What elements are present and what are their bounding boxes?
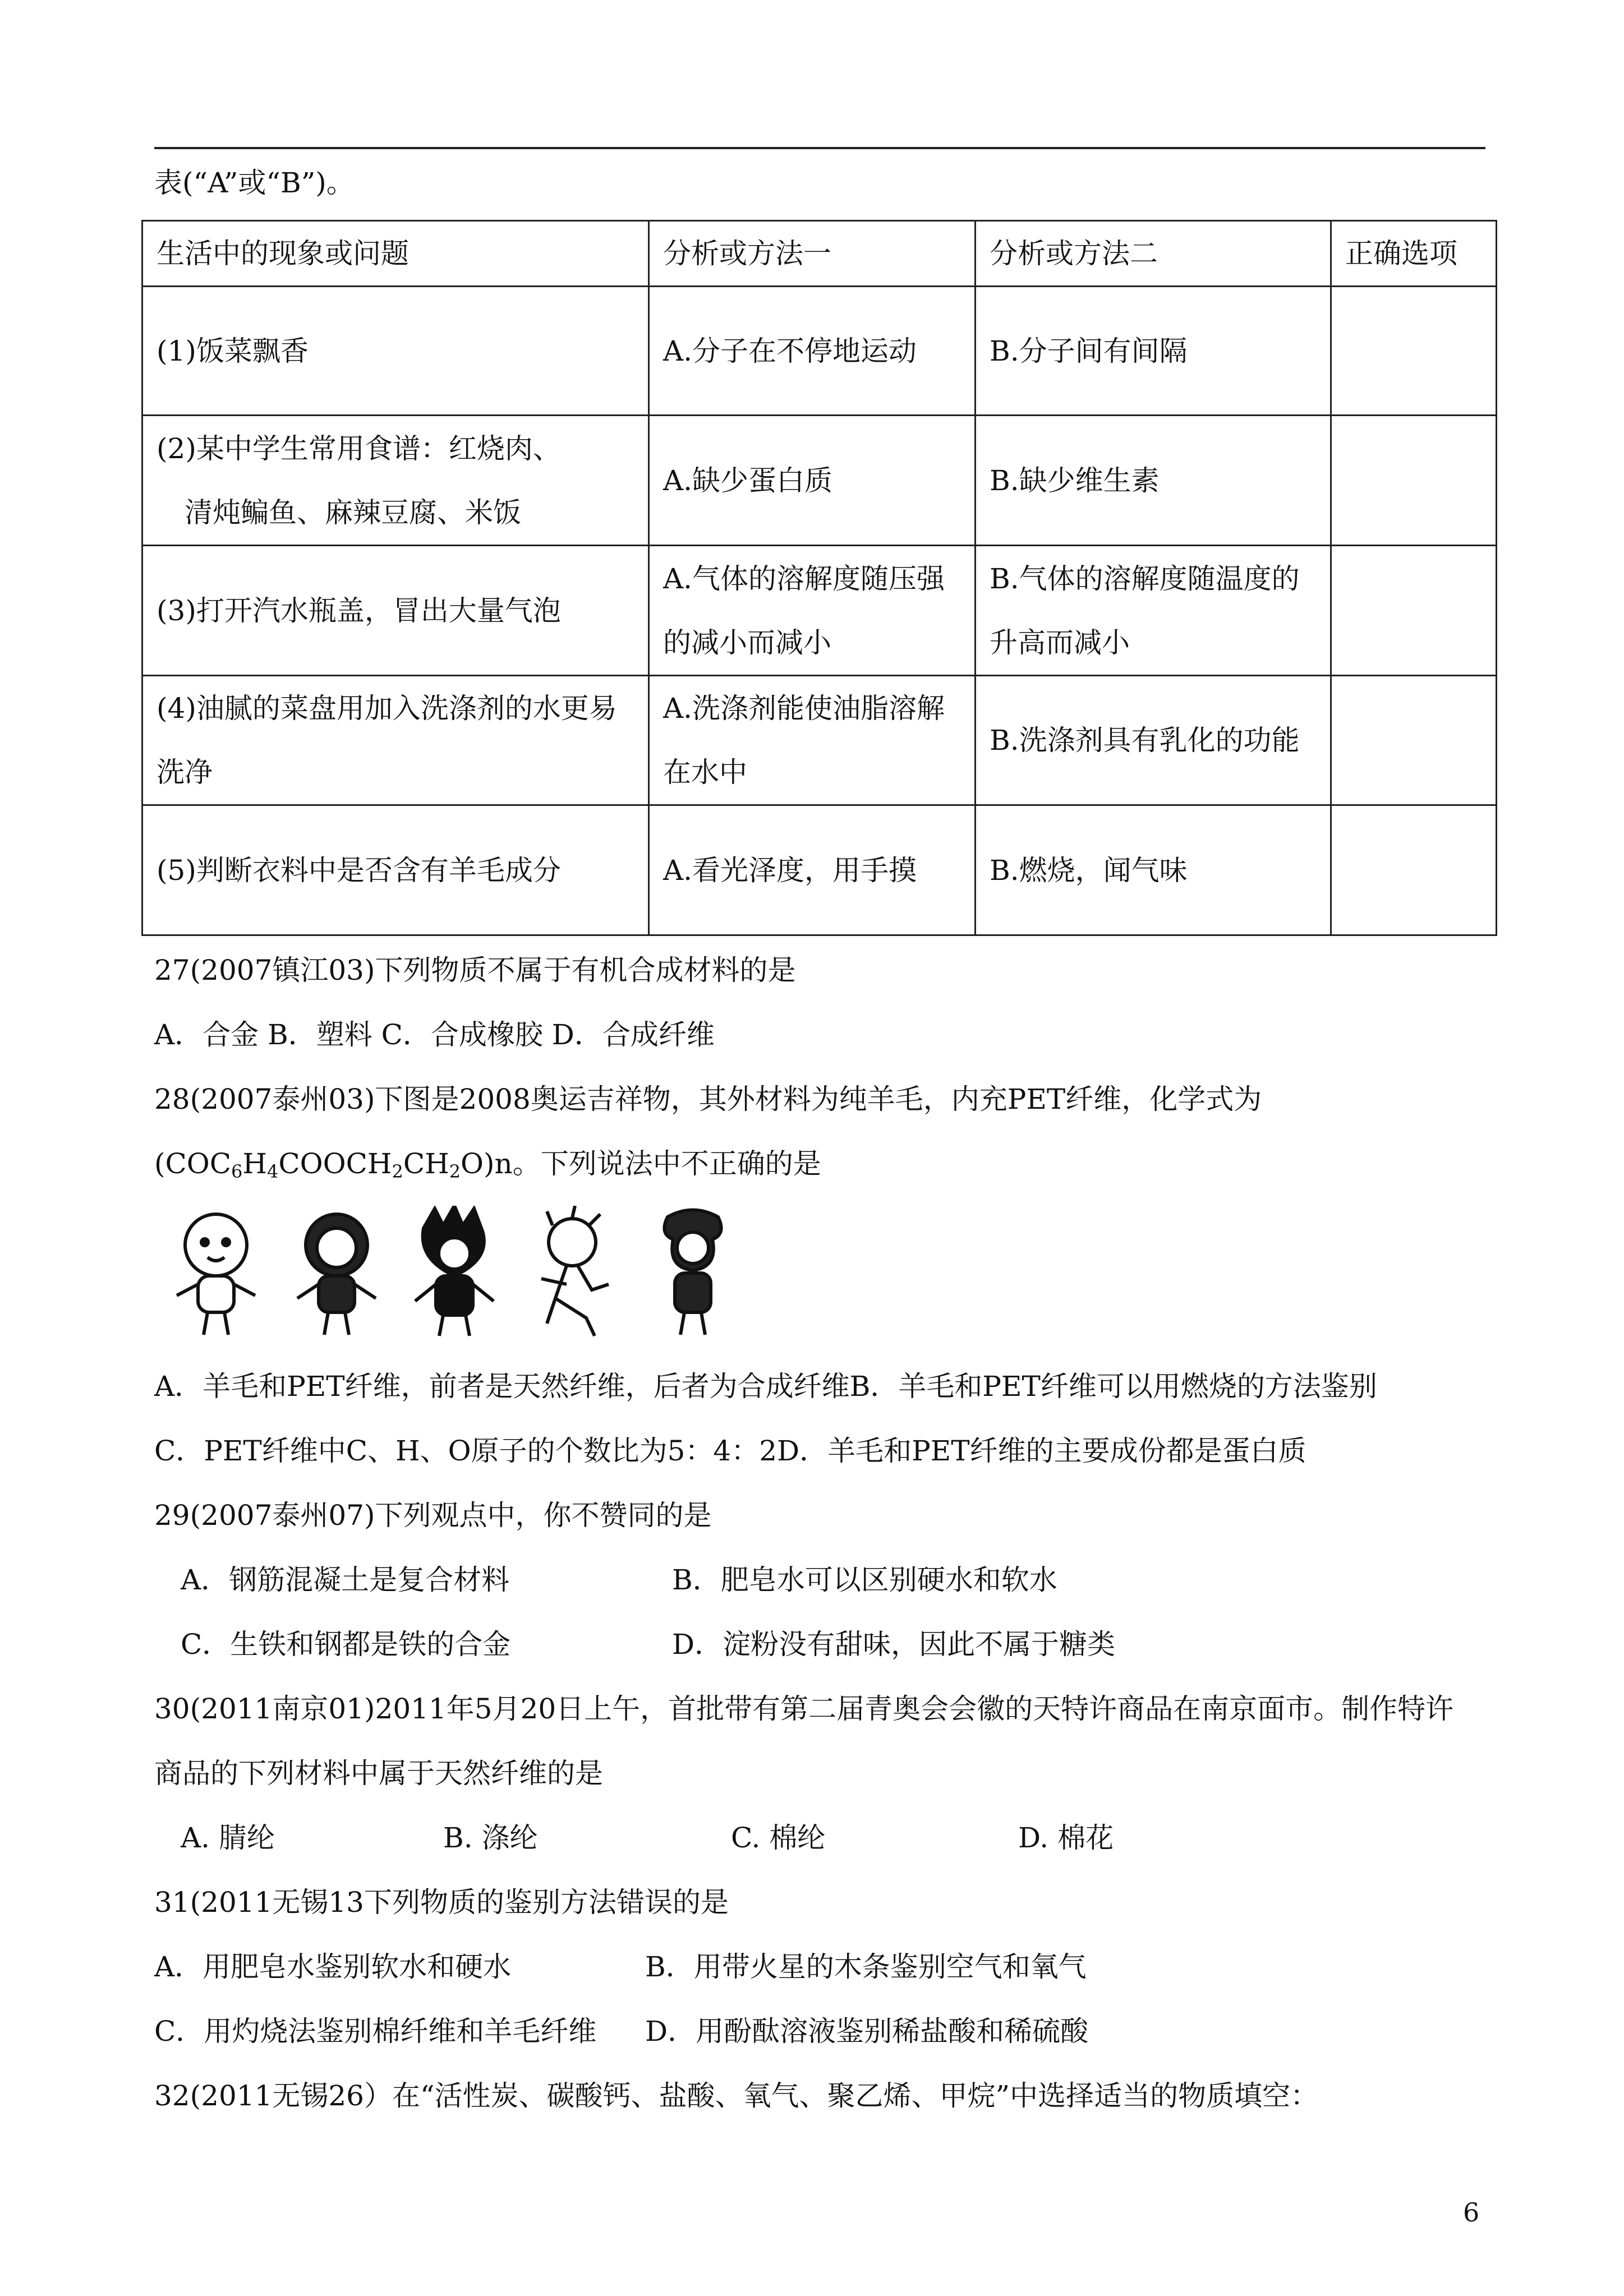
q30-stem-line1: 30(2011南京01)2011年5月20日上午，首批带有第二届青奥会会徽的天特许商品在南京面市。制作特许 [154,1693,1454,1725]
q32-stem: 32(2011无锡26）在“活性炭、碳酸钙、盐酸、氧气、聚乙烯、甲烷”中选择适当的物质填空： [154,2080,1319,2112]
table-cell: (5)判断衣料中是否含有羊毛成分 [142,805,649,935]
table-cell [649,546,976,676]
mascot-beibei-icon [177,1214,255,1335]
q30-option-b: B. 涤纶 [443,1822,538,1854]
table-cell: A.分子在不停地运动 [649,287,976,416]
table-cell: B.燃烧，闻气味 [976,805,1331,935]
q29-stem: 29(2007泰州07)下列观点中，你不赞同的是 [154,1499,712,1532]
cell-line: 洗净 [157,756,213,789]
q29-option-d: D．淀粉没有甜味，因此不属于糖类 [672,1628,1116,1661]
q28-options-ab: A．羊毛和PET纤维，前者是天然纤维，后者为合成纤维B．羊毛和PET纤维可以用燃烧的方法鉴别 [154,1370,1377,1403]
q31-stem: 31(2011无锡13下列物质的鉴别方法错误的是 [154,1886,729,1919]
q28-stem: 28(2007泰州03)下图是2008奥运吉祥物，其外材料为纯羊毛，内充PET纤维，化学式为 [154,1083,1262,1115]
q28-options-cd: C．PET纤维中C、H、O原子的个数比为5：4：2D．羊毛和PET纤维的主要成份都是蛋白质 [154,1435,1306,1467]
table-row [142,676,1497,805]
table-cell: A.缺少蛋白质 [649,416,976,546]
cell-line: 的减小而减小 [663,626,831,659]
table-cell [649,676,976,805]
mascot-jingjing-icon [297,1214,376,1335]
table-cell [142,416,649,546]
q29-option-c: C．生铁和钢都是铁的合金 [181,1628,511,1661]
mascot-huanhuan-icon [415,1206,494,1336]
q29-option-b: B．肥皂水可以区别硬水和软水 [672,1564,1057,1596]
intro-text: 表(“A”或“B”)。 [154,167,355,199]
q29-option-a: A．钢筋混凝土是复合材料 [181,1564,510,1596]
table-header: 生活中的现象或问题 [142,221,649,287]
table-row [142,416,1497,546]
cell-line: B.气体的溶解度随温度的 [990,562,1300,595]
q30-option-a: A. 腈纶 [181,1822,275,1854]
q28-formula: $(COC_6H_4COOCH_2CH_2O)n$。下列说法中不正确的是 [154,1147,821,1182]
q31-option-d: D．用酚酞溶液鉴别稀盐酸和稀硫酸 [645,2015,1089,2048]
table-cell [976,546,1331,676]
mascot-yingying-icon [541,1206,609,1336]
analysis-table [141,220,1497,936]
q27-options: A．合金 B．塑料 C．合成橡胶 D．合成纤维 [154,1018,715,1051]
table-header-row [142,221,1497,287]
q30-stem-line2: 商品的下列材料中属于天然纤维的是 [154,1757,603,1790]
answer-cell[interactable] [1331,546,1497,676]
cell-line: (2)某中学生常用食谱：红烧肉、 [157,432,561,465]
table-header: 分析或方法一 [649,221,976,287]
q31-option-c: C．用灼烧法鉴别棉纤维和羊毛纤维 [154,2015,597,2048]
answer-cell[interactable] [1331,416,1497,546]
mascot-nini-icon [664,1210,721,1335]
table-cell: B.洗涤剂具有乳化的功能 [976,676,1331,805]
q27-stem: 27(2007镇江03)下列物质不属于有机合成材料的是 [154,954,796,986]
table-row [142,805,1497,935]
answer-cell[interactable] [1331,676,1497,805]
table-cell: B.分子间有间隔 [976,287,1331,416]
q30-option-d: D. 棉花 [1018,1822,1114,1854]
cell-line: A.气体的溶解度随压强 [663,562,945,595]
header-rule [154,147,1485,149]
page-number: 6 [1463,2197,1480,2228]
table-cell: B.缺少维生素 [976,416,1331,546]
q31-option-a: A．用肥皂水鉴别软水和硬水 [154,1951,512,1983]
table-cell: (1)饭菜飘香 [142,287,649,416]
cell-line: A.洗涤剂能使油脂溶解 [663,692,945,725]
cell-line: 清炖鳊鱼、麻辣豆腐、米饭 [185,496,521,529]
olympic-mascots-image [160,1206,766,1340]
table-header: 正确选项 [1331,221,1497,287]
table-cell: A.看光泽度，用手摸 [649,805,976,935]
table-cell [142,676,649,805]
q30-option-c: C. 棉纶 [731,1822,826,1854]
answer-cell[interactable] [1331,805,1497,935]
cell-line: (4)油腻的菜盘用加入洗涤剂的水更易 [157,692,617,725]
table-header: 分析或方法二 [976,221,1331,287]
cell-line: 升高而减小 [990,626,1130,659]
q31-option-b: B．用带火星的木条鉴别空气和氧气 [645,1951,1087,1983]
table-cell: (3)打开汽水瓶盖，冒出大量气泡 [142,546,649,676]
answer-cell[interactable] [1331,287,1497,416]
table-row [142,546,1497,676]
table-row [142,287,1497,416]
cell-line: 在水中 [663,756,747,789]
